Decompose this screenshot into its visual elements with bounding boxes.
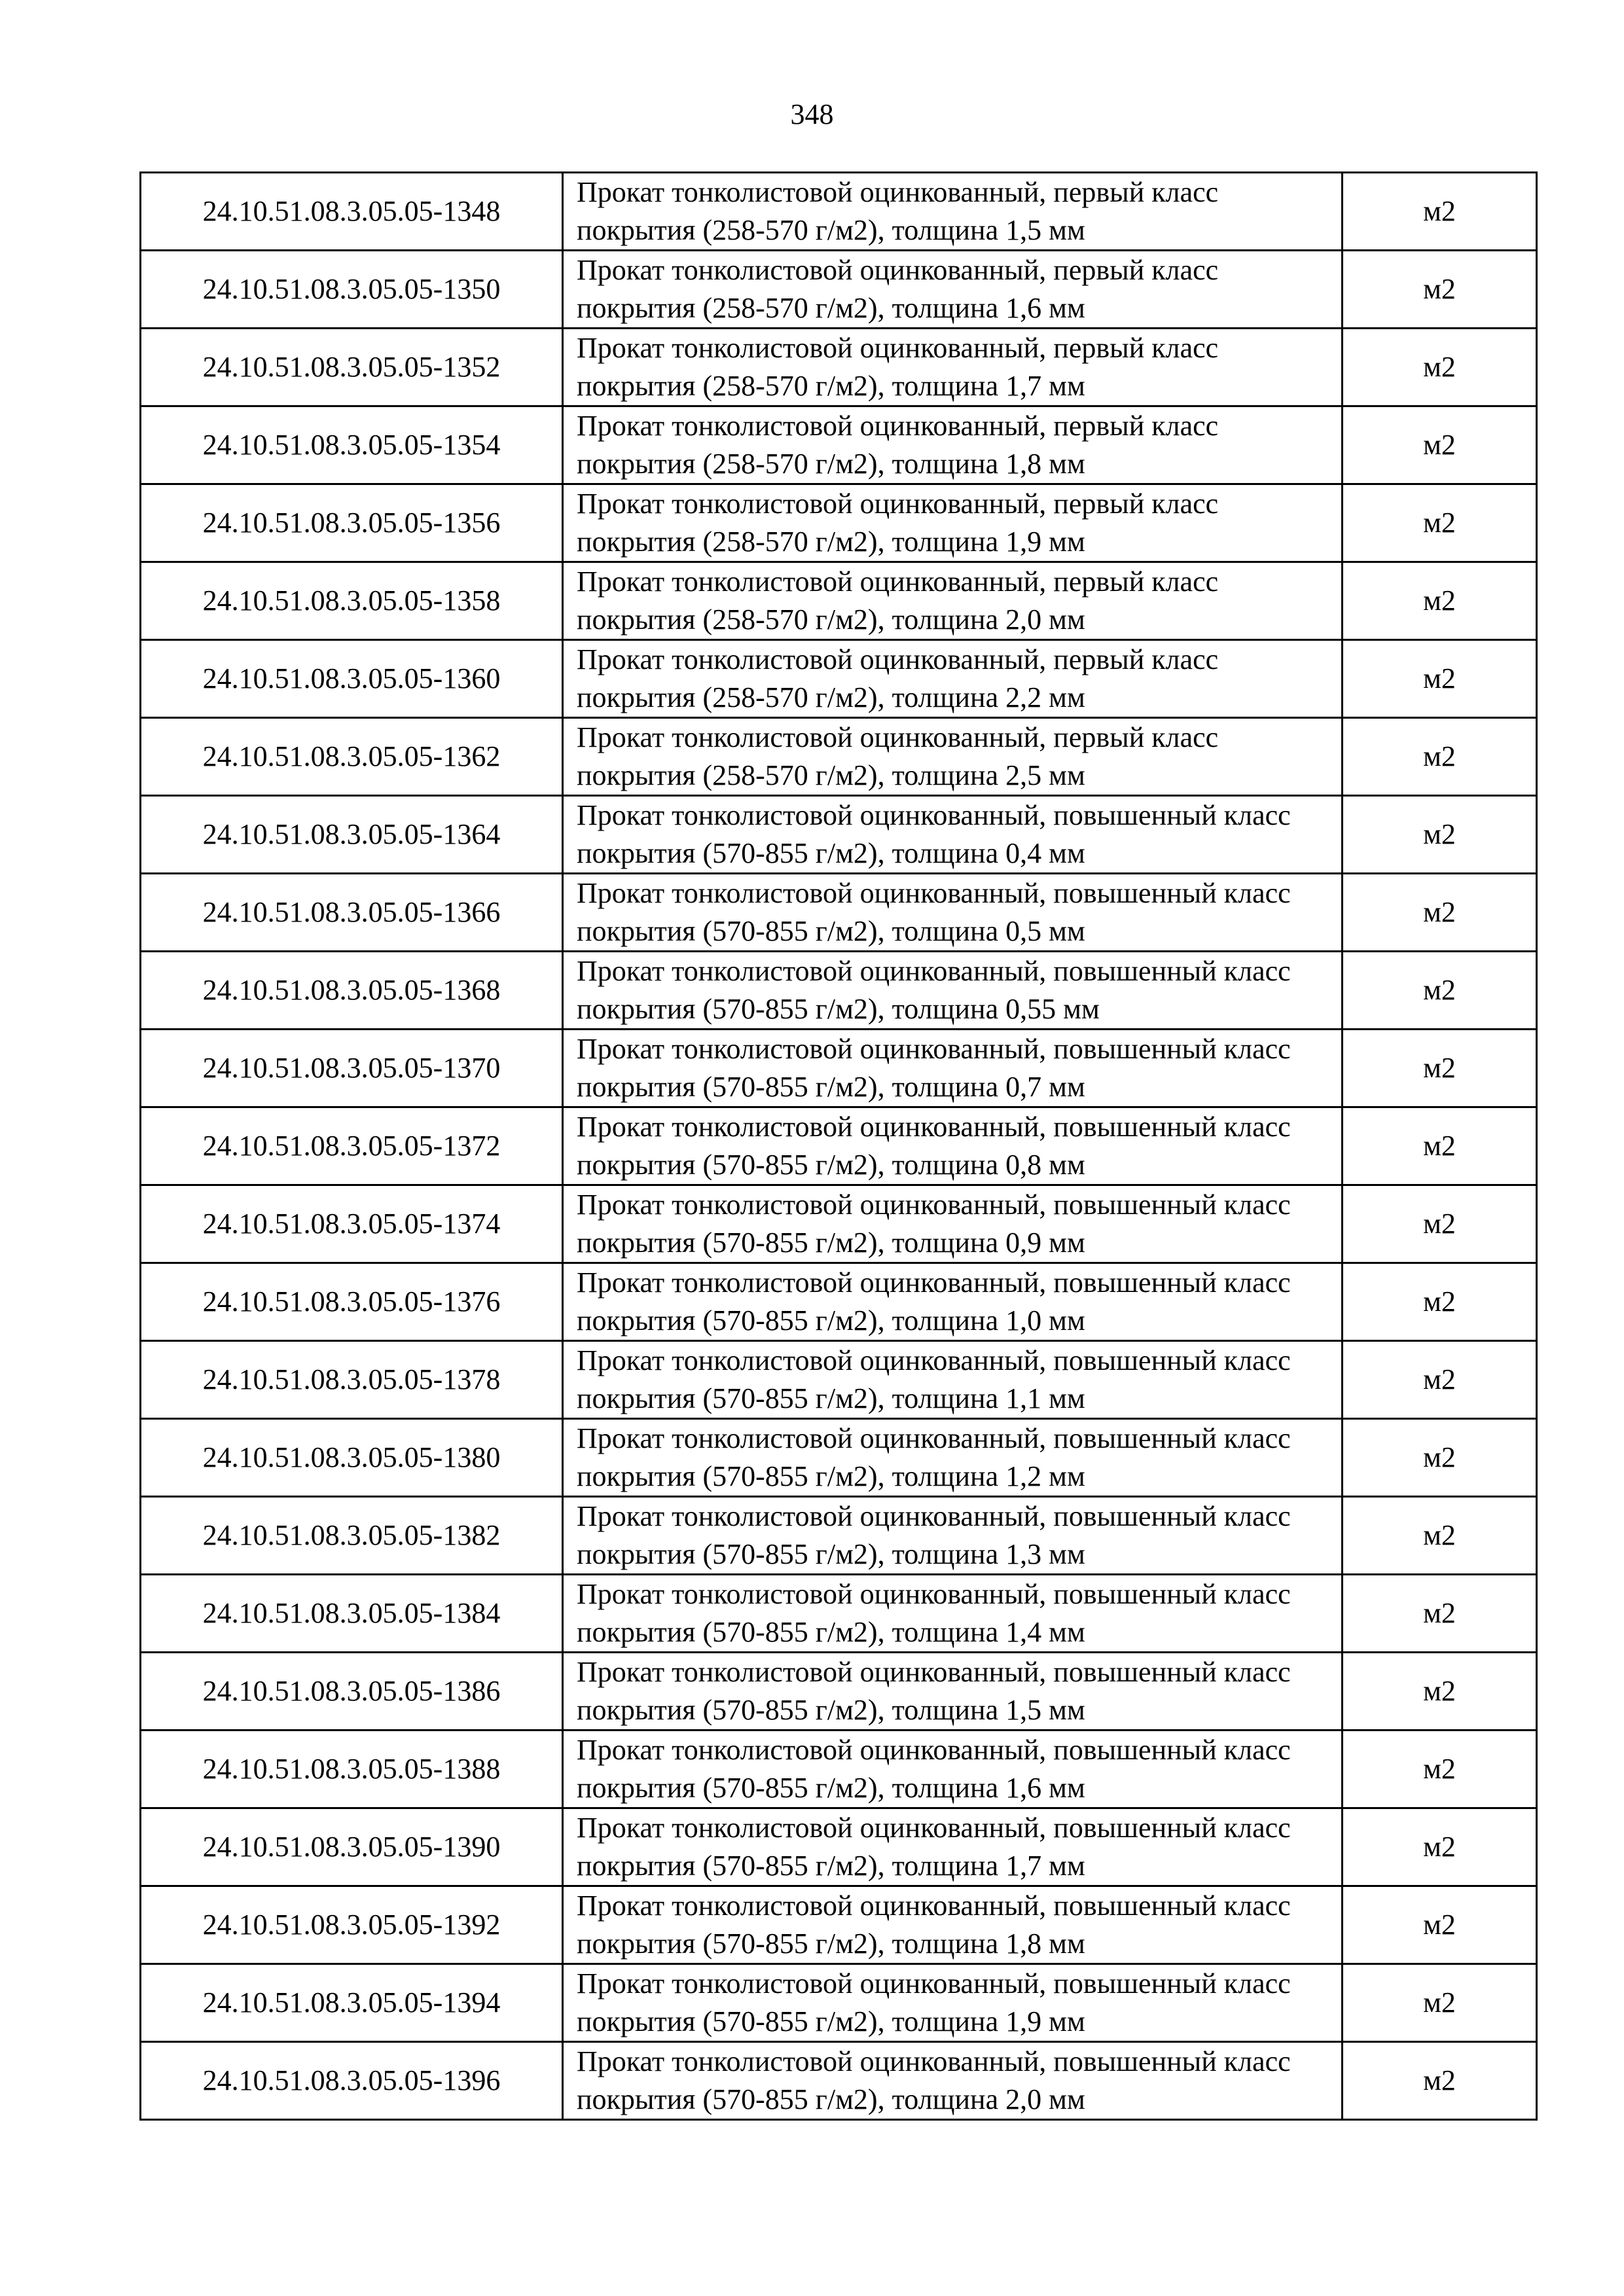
resource-code-cell: 24.10.51.08.3.05.05-1354 (141, 406, 563, 484)
unit-cell: м2 (1343, 952, 1537, 1030)
resource-code-cell: 24.10.51.08.3.05.05-1388 (141, 1731, 563, 1808)
unit-cell: м2 (1343, 329, 1537, 406)
table-row (141, 874, 1537, 952)
unit-cell: м2 (1343, 640, 1537, 718)
resource-name-cell: Прокат тонколистовой оцинкованный, первый класс покрытия (258-570 г/м2), толщина 1,7 мм (563, 329, 1343, 406)
resource-code-cell: 24.10.51.08.3.05.05-1348 (141, 173, 563, 251)
resource-code-cell: 24.10.51.08.3.05.05-1372 (141, 1107, 563, 1185)
resource-code-cell: 24.10.51.08.3.05.05-1384 (141, 1575, 563, 1653)
resource-name-cell: Прокат тонколистовой оцинкованный, повышенный класс покрытия (570-855 г/м2), толщина 1,9 мм (563, 1964, 1343, 2042)
resource-name-cell: Прокат тонколистовой оцинкованный, повышенный класс покрытия (570-855 г/м2), толщина 1,1 мм (563, 1341, 1343, 1419)
unit-cell: м2 (1343, 1731, 1537, 1808)
resource-name-cell: Прокат тонколистовой оцинкованный, повышенный класс покрытия (570-855 г/м2), толщина 2,0 мм (563, 2042, 1343, 2120)
resource-code-cell: 24.10.51.08.3.05.05-1390 (141, 1808, 563, 1886)
resource-name-cell: Прокат тонколистовой оцинкованный, повышенный класс покрытия (570-855 г/м2), толщина 1,7 мм (563, 1808, 1343, 1886)
resource-code-cell: 24.10.51.08.3.05.05-1376 (141, 1263, 563, 1341)
table-row (141, 484, 1537, 562)
table-row (141, 406, 1537, 484)
resource-name-cell: Прокат тонколистовой оцинкованный, повышенный класс покрытия (570-855 г/м2), толщина 0,55 мм (563, 952, 1343, 1030)
table-row (141, 796, 1537, 874)
unit-cell: м2 (1343, 251, 1537, 329)
resource-name-cell: Прокат тонколистовой оцинкованный, повышенный класс покрытия (570-855 г/м2), толщина 0,5 мм (563, 874, 1343, 952)
unit-cell: м2 (1343, 1964, 1537, 2042)
unit-cell: м2 (1343, 1107, 1537, 1185)
resource-name-cell: Прокат тонколистовой оцинкованный, повышенный класс покрытия (570-855 г/м2), толщина 0,8 мм (563, 1107, 1343, 1185)
resource-code-cell: 24.10.51.08.3.05.05-1362 (141, 718, 563, 796)
table-row (141, 562, 1537, 640)
unit-cell: м2 (1343, 718, 1537, 796)
unit-cell: м2 (1343, 1030, 1537, 1107)
unit-cell: м2 (1343, 1185, 1537, 1263)
table-row (141, 640, 1537, 718)
table-row (141, 1886, 1537, 1964)
table-row (141, 1263, 1537, 1341)
unit-cell: м2 (1343, 1886, 1537, 1964)
resource-name-cell: Прокат тонколистовой оцинкованный, повышенный класс покрытия (570-855 г/м2), толщина 1,6 мм (563, 1731, 1343, 1808)
table-row (141, 1964, 1537, 2042)
unit-cell: м2 (1343, 406, 1537, 484)
table-row (141, 251, 1537, 329)
resource-name-cell: Прокат тонколистовой оцинкованный, первый класс покрытия (258-570 г/м2), толщина 1,6 мм (563, 251, 1343, 329)
page-number: 348 (790, 98, 834, 130)
table-row (141, 1030, 1537, 1107)
resource-code-cell: 24.10.51.08.3.05.05-1380 (141, 1419, 563, 1497)
resource-code-cell: 24.10.51.08.3.05.05-1352 (141, 329, 563, 406)
resource-code-cell: 24.10.51.08.3.05.05-1370 (141, 1030, 563, 1107)
resource-name-cell: Прокат тонколистовой оцинкованный, повышенный класс покрытия (570-855 г/м2), толщина 1,5 мм (563, 1653, 1343, 1731)
unit-cell: м2 (1343, 1341, 1537, 1419)
table-row (141, 1185, 1537, 1263)
unit-cell: м2 (1343, 1497, 1537, 1575)
table-row (141, 329, 1537, 406)
unit-cell: м2 (1343, 484, 1537, 562)
resource-code-cell: 24.10.51.08.3.05.05-1378 (141, 1341, 563, 1419)
resource-code-cell: 24.10.51.08.3.05.05-1396 (141, 2042, 563, 2120)
resource-code-cell: 24.10.51.08.3.05.05-1392 (141, 1886, 563, 1964)
table-row (141, 2042, 1537, 2120)
resource-name-cell: Прокат тонколистовой оцинкованный, повышенный класс покрытия (570-855 г/м2), толщина 0,9 мм (563, 1185, 1343, 1263)
table-row (141, 173, 1537, 251)
unit-cell: м2 (1343, 1808, 1537, 1886)
unit-cell: м2 (1343, 562, 1537, 640)
resource-code-cell: 24.10.51.08.3.05.05-1374 (141, 1185, 563, 1263)
resource-code-cell: 24.10.51.08.3.05.05-1394 (141, 1964, 563, 2042)
unit-cell: м2 (1343, 1263, 1537, 1341)
unit-cell: м2 (1343, 1419, 1537, 1497)
table-row (141, 1497, 1537, 1575)
resource-name-cell: Прокат тонколистовой оцинкованный, первый класс покрытия (258-570 г/м2), толщина 2,5 мм (563, 718, 1343, 796)
resource-code-cell: 24.10.51.08.3.05.05-1356 (141, 484, 563, 562)
resource-name-cell: Прокат тонколистовой оцинкованный, повышенный класс покрытия (570-855 г/м2), толщина 1,4 мм (563, 1575, 1343, 1653)
table-row (141, 952, 1537, 1030)
resource-name-cell: Прокат тонколистовой оцинкованный, первый класс покрытия (258-570 г/м2), толщина 1,5 мм (563, 173, 1343, 251)
resource-name-cell: Прокат тонколистовой оцинкованный, первый класс покрытия (258-570 г/м2), толщина 2,2 мм (563, 640, 1343, 718)
unit-cell: м2 (1343, 1653, 1537, 1731)
resource-code-cell: 24.10.51.08.3.05.05-1350 (141, 251, 563, 329)
unit-cell: м2 (1343, 173, 1537, 251)
resource-name-cell: Прокат тонколистовой оцинкованный, повышенный класс покрытия (570-855 г/м2), толщина 1,8 мм (563, 1886, 1343, 1964)
table-body (141, 173, 1537, 2120)
resource-name-cell: Прокат тонколистовой оцинкованный, первый класс покрытия (258-570 г/м2), толщина 1,8 мм (563, 406, 1343, 484)
resource-code-cell: 24.10.51.08.3.05.05-1360 (141, 640, 563, 718)
table-row (141, 1341, 1537, 1419)
table-row (141, 1653, 1537, 1731)
resource-code-cell: 24.10.51.08.3.05.05-1358 (141, 562, 563, 640)
table-row (141, 1107, 1537, 1185)
table-row (141, 1731, 1537, 1808)
table-row (141, 718, 1537, 796)
unit-cell: м2 (1343, 796, 1537, 874)
resource-code-cell: 24.10.51.08.3.05.05-1366 (141, 874, 563, 952)
resource-name-cell: Прокат тонколистовой оцинкованный, первый класс покрытия (258-570 г/м2), толщина 2,0 мм (563, 562, 1343, 640)
table-row (141, 1808, 1537, 1886)
table-row (141, 1575, 1537, 1653)
resource-name-cell: Прокат тонколистовой оцинкованный, первый класс покрытия (258-570 г/м2), толщина 1,9 мм (563, 484, 1343, 562)
resource-code-cell: 24.10.51.08.3.05.05-1368 (141, 952, 563, 1030)
unit-cell: м2 (1343, 874, 1537, 952)
resource-code-cell: 24.10.51.08.3.05.05-1382 (141, 1497, 563, 1575)
resource-code-cell: 24.10.51.08.3.05.05-1386 (141, 1653, 563, 1731)
resource-name-cell: Прокат тонколистовой оцинкованный, повышенный класс покрытия (570-855 г/м2), толщина 0,7 мм (563, 1030, 1343, 1107)
unit-cell: м2 (1343, 2042, 1537, 2120)
table-row (141, 1419, 1537, 1497)
resource-name-cell: Прокат тонколистовой оцинкованный, повышенный класс покрытия (570-855 г/м2), толщина 1,3 мм (563, 1497, 1343, 1575)
resource-name-cell: Прокат тонколистовой оцинкованный, повышенный класс покрытия (570-855 г/м2), толщина 0,4 мм (563, 796, 1343, 874)
resource-name-cell: Прокат тонколистовой оцинкованный, повышенный класс покрытия (570-855 г/м2), толщина 1,0 мм (563, 1263, 1343, 1341)
unit-cell: м2 (1343, 1575, 1537, 1653)
resource-table (139, 171, 1538, 2121)
resource-name-cell: Прокат тонколистовой оцинкованный, повышенный класс покрытия (570-855 г/м2), толщина 1,2 мм (563, 1419, 1343, 1497)
resource-code-cell: 24.10.51.08.3.05.05-1364 (141, 796, 563, 874)
